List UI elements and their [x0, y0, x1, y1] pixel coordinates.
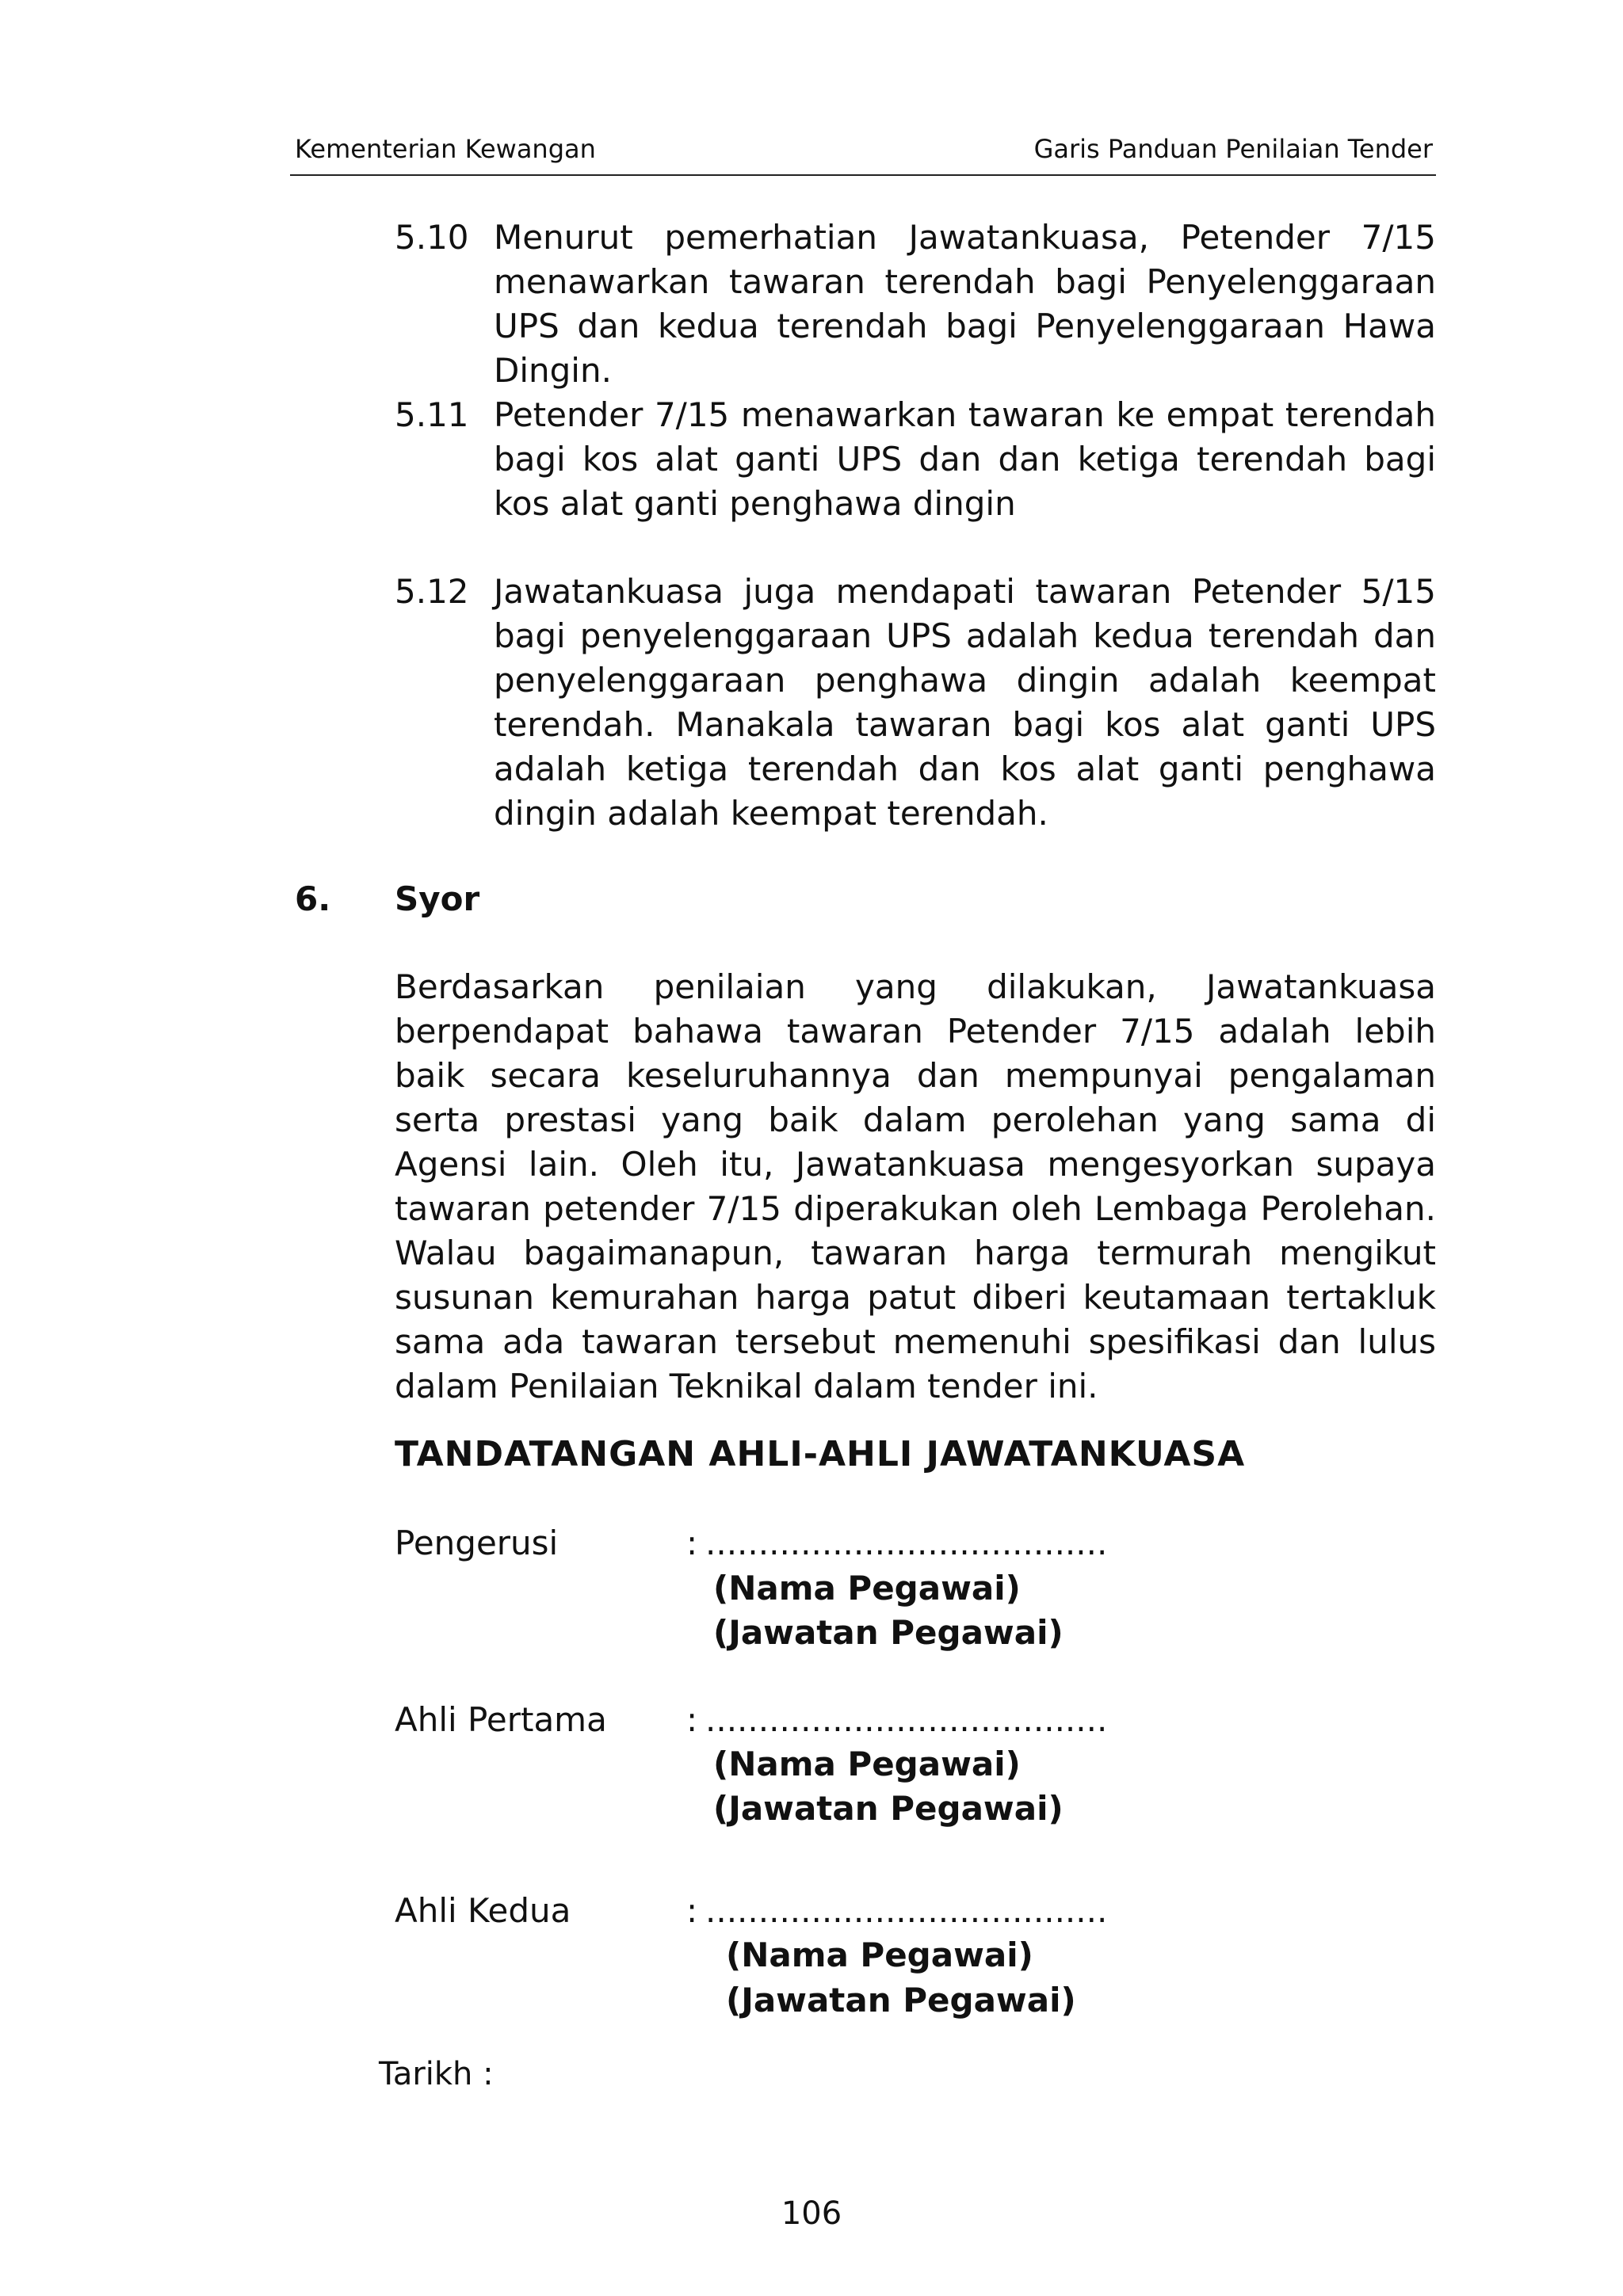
signature-officer-name: (Nama Pegawai): [713, 1745, 1021, 1783]
item-5-11: [395, 393, 1436, 526]
item-5-10: [395, 215, 1436, 393]
signature-officer-post: (Jawatan Pegawai): [713, 1613, 1064, 1652]
page-number: 106: [781, 2195, 842, 2232]
item-text: Petender 7/15 menawarkan tawaran ke empat terendah bagi kos alat ganti UPS dan dan ketiga terendah bagi kos alat ganti penghawa dingin: [494, 395, 1436, 523]
item-number: 5.10: [395, 218, 469, 257]
signature-role-second-member: Ahli Kedua: [395, 1891, 571, 1930]
section-number: 6.: [295, 879, 331, 918]
recommendation-paragraph: Berdasarkan penilaian yang dilakukan, Jawatankuasa berpendapat bahawa tawaran Petender 7/15 adalah lebih baik secara keseluruhannya dan mempunyai pengalaman serta prestasi yang baik dalam perolehan yang sama di Agensi lain. Oleh itu, Jawatankuasa mengesyorkan supaya tawaran petender 7/15 diperakukan oleh Lembaga Perolehan. Walau bagaimanapun, tawaran harga termurah mengikut susunan kemurahan harga patut diberi keutamaan tertakluk sama ada tawaran tersebut memenuhi spesifikasi dan lulus dalam Penilaian Teknikal dalam tender ini.: [395, 967, 1436, 1405]
signature-colon: :: [686, 1700, 698, 1739]
signature-role-chairman: Pengerusi: [395, 1524, 559, 1562]
header-ministry: Kementerian Kewangan: [295, 134, 596, 164]
signature-officer-name: (Nama Pegawai): [726, 1936, 1033, 1974]
signature-role-first-member: Ahli Pertama: [395, 1700, 607, 1739]
signature-line: ......................................: [705, 1700, 1108, 1739]
item-text: Menurut pemerhatian Jawatankuasa, Petender 7/15 menawarkan tawaran terendah bagi Penyelenggaraan UPS dan kedua terendah bagi Penyelenggaraan Hawa Dingin.: [494, 218, 1436, 390]
signature-officer-post: (Jawatan Pegawai): [713, 1789, 1064, 1828]
signature-heading: TANDATANGAN AHLI-AHLI JAWATANKUASA: [395, 1434, 1246, 1474]
item-text: Jawatankuasa juga mendapati tawaran Petender 5/15 bagi penyelenggaraan UPS adalah kedua terendah dan penyelenggaraan penghawa dingin adalah keempat terendah. Manakala tawaran bagi kos alat ganti UPS adalah ketiga terendah dan kos alat ganti penghawa dingin adalah keempat terendah.: [494, 572, 1436, 833]
signature-colon: :: [686, 1891, 698, 1930]
item-number: 5.12: [395, 572, 469, 611]
header-rule: [290, 174, 1436, 176]
signature-officer-post: (Jawatan Pegawai): [726, 1981, 1076, 2019]
signature-colon: :: [686, 1524, 698, 1562]
section-title: Syor: [395, 879, 480, 918]
header-document-title: Garis Panduan Penilaian Tender: [1033, 134, 1433, 164]
item-number: 5.11: [395, 395, 469, 434]
signature-line: ......................................: [705, 1524, 1108, 1562]
signature-line: ......................................: [705, 1891, 1108, 1930]
item-5-12: [395, 570, 1436, 836]
date-label: Tarikh :: [379, 2056, 494, 2092]
signature-officer-name: (Nama Pegawai): [713, 1569, 1021, 1608]
